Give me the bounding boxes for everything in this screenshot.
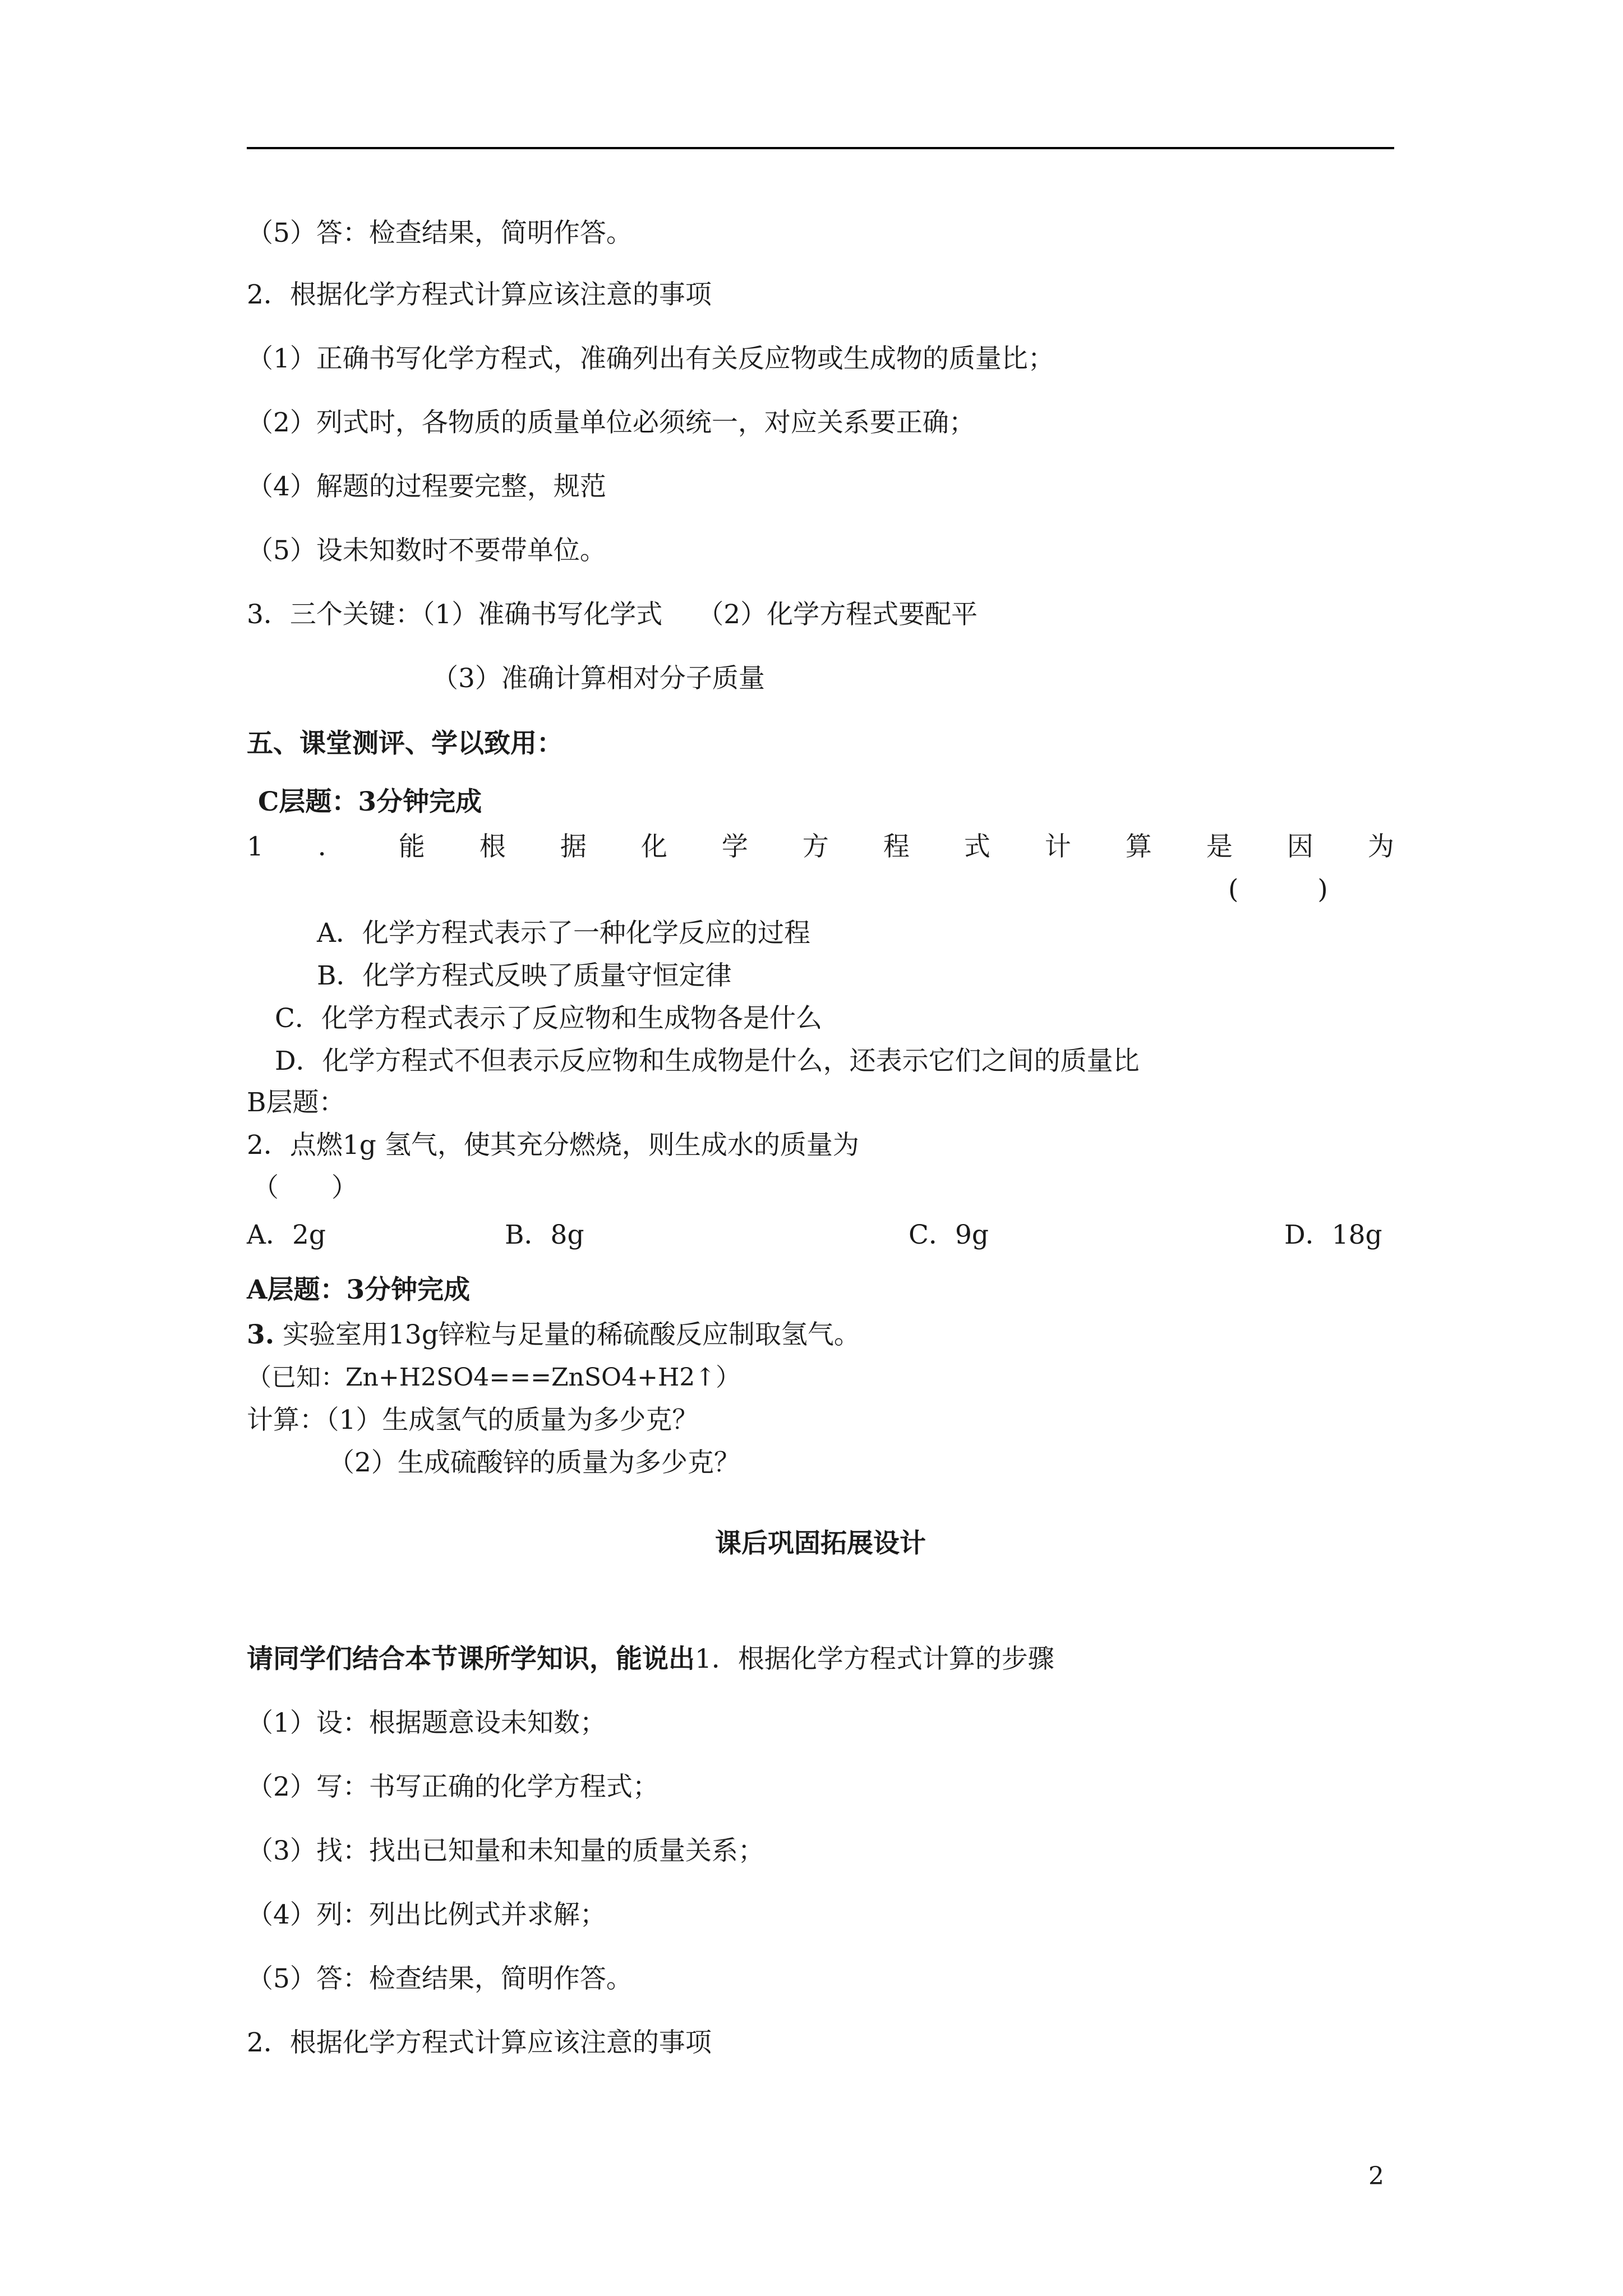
section-heading: 五、课堂测评、学以致用：: [247, 728, 563, 759]
q1-char: 计: [1044, 831, 1071, 862]
q1-char: 能: [398, 831, 425, 862]
step-line: （1）设：根据题意设未知数；: [247, 1708, 606, 1738]
q1-char: 学: [721, 831, 748, 862]
intro-bold: 请同学们结合本节课所学知识，能说出: [247, 1644, 695, 1674]
q1-char: 1: [247, 831, 264, 862]
level-c-heading: C层题：3分钟完成: [258, 786, 482, 817]
q1-char: 方: [802, 831, 829, 862]
option-d: D．化学方程式不但表示反应物和生成物是什么，还表示它们之间的质量比: [275, 1046, 1140, 1076]
text-line: 2．根据化学方程式计算应该注意的事项: [247, 279, 712, 310]
section-title: 课后巩固拓展设计: [715, 1528, 926, 1559]
q1-char: 算: [1125, 831, 1152, 862]
q1-char: 据: [560, 831, 587, 862]
calc-line: （2）生成硫酸锌的质量为多少克？: [328, 1447, 740, 1478]
q1-char: 为: [1367, 831, 1394, 862]
question-3: [247, 1318, 860, 1352]
step-line: （2）写：书写正确的化学方程式；: [247, 1772, 659, 1802]
option-c: C．化学方程式表示了反应物和生成物各是什么: [275, 1003, 822, 1034]
text-line: （3）准确计算相对分子质量: [432, 663, 765, 694]
question-3-text: 实验室用13g锌粒与足量的稀硫酸反应制取氢气。: [283, 1319, 860, 1350]
option-a: A．2g: [247, 1220, 326, 1250]
reaction-equation: （已知：Zn+H2SO4===ZnSO4+H2↑）: [247, 1363, 741, 1392]
step-line: （3）找：找出已知量和未知量的质量关系；: [247, 1835, 764, 1866]
header-rule: [247, 147, 1394, 149]
q1-char: 化: [640, 831, 667, 862]
page-number: 2: [1368, 2162, 1384, 2191]
q1-char: 是: [1206, 831, 1233, 862]
option-d: D．18g: [1284, 1220, 1382, 1250]
intro-line: [247, 1642, 1054, 1676]
level-a-heading: A层题：3分钟完成: [247, 1274, 471, 1305]
option-b: B．化学方程式反映了质量守恒定律: [317, 960, 732, 991]
question-1-stem: [247, 830, 1394, 864]
q1-char: 根: [479, 831, 506, 862]
text-line: （4）解题的过程要完整，规范: [247, 471, 606, 502]
text-line: （2）列式时，各物质的质量单位必须统一，对应关系要正确；: [247, 407, 975, 438]
intro-rest: 1．根据化学方程式计算的步骤: [695, 1644, 1054, 1674]
text-line: （1）正确书写化学方程式，准确列出有关反应物或生成物的质量比；: [247, 343, 1054, 374]
text-line: 3．三个关键：（1）准确书写化学式 （2）化学方程式要配平: [247, 599, 978, 630]
step-line: （5）答：检查结果，简明作答。: [247, 1963, 633, 1994]
text-line: （5）答：检查结果，简明作答。: [247, 218, 633, 249]
question-2: 2．点燃1g 氢气，使其充分燃烧，则生成水的质量为: [247, 1130, 859, 1161]
level-b-heading: B层题：: [247, 1087, 345, 1118]
q1-char: 式: [963, 831, 990, 862]
text-line: （5）设未知数时不要带单位。: [247, 535, 606, 566]
q1-char: ．: [317, 831, 344, 862]
q1-char: 程: [883, 831, 910, 862]
question-3-number: 3.: [247, 1319, 275, 1350]
option-a: A．化学方程式表示了一种化学反应的过程: [317, 918, 810, 949]
step-line: 2．根据化学方程式计算应该注意的事项: [247, 2027, 712, 2058]
calc-line: 计算：（1）生成氢气的质量为多少克？: [247, 1405, 699, 1435]
q1-char: 因: [1287, 831, 1313, 862]
step-line: （4）列：列出比例式并求解；: [247, 1899, 606, 1930]
answer-blank: ( ): [1228, 874, 1328, 905]
option-c: C．9g: [909, 1220, 989, 1250]
answer-blank: （ ）: [252, 1172, 358, 1203]
option-b: B．8g: [505, 1220, 584, 1250]
